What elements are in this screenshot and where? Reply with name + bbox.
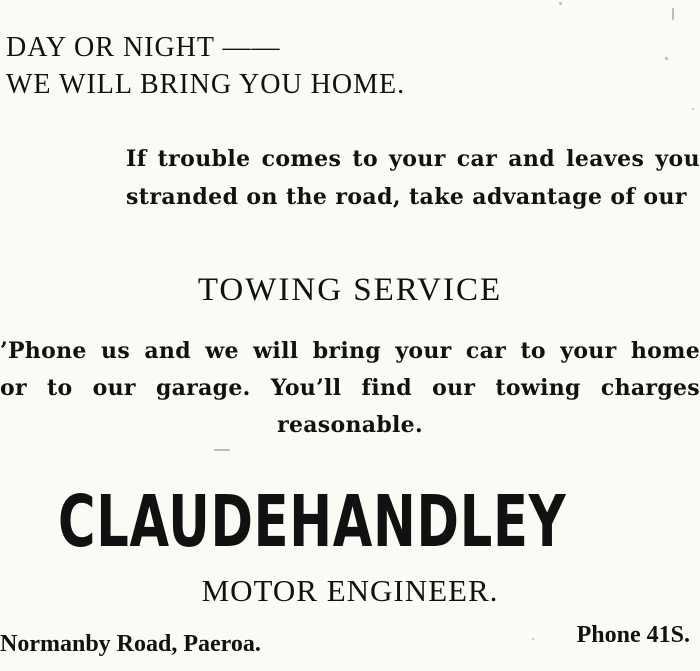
print-speck [559,2,562,5]
business-last-name: HANDLEY [289,480,567,563]
towing-details-line-2: or to our garage. You’ll find our towing charges [0,375,700,401]
print-speck [672,8,674,20]
towing-details-paragraph [0,333,700,444]
contact-footer [0,616,700,656]
phone-number: Phone 41S. [576,622,690,648]
business-name-words [58,480,567,563]
service-heading: TOWING SERVICE [197,272,503,308]
headline-line-2: WE WILL BRING YOU HOME. [6,69,406,100]
towing-details-line-1: ’Phone us and we will bring your car to your home [0,338,700,364]
headline-line-1: DAY OR NIGHT —— [6,32,281,63]
print-speck [692,108,694,110]
print-speck [214,449,230,451]
business-address: Normanby Road, Paeroa. [0,631,261,657]
intro-paragraph: If trouble comes to your car and leaves you stranded on the road, take advantage of our [126,146,700,210]
business-first-name: CLAUDE [58,480,290,563]
business-role: MOTOR ENGINEER. [201,573,499,608]
towing-details-line-3: reasonable. [277,412,423,438]
print-speck [665,57,668,60]
business-name [58,480,567,563]
headline [6,29,405,103]
